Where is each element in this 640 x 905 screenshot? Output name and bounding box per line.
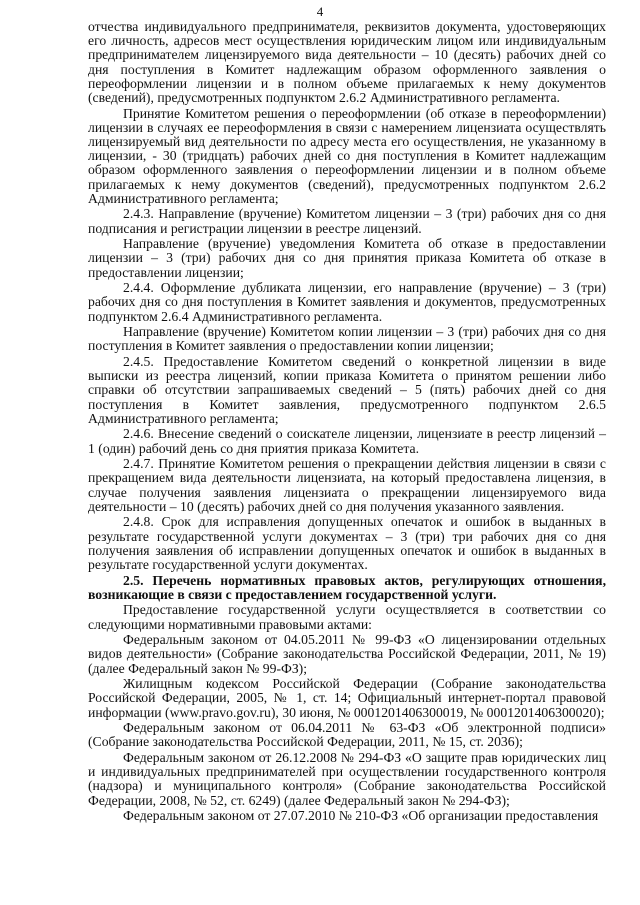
paragraph-16: Федеральным законом от 26.12.2008 № 294-ФЗ «О защите прав юридических лиц и индивидуальных предпринимателей при осуществлении государственного контроля (надзора) и муниципального контроля» (Собрание законодательства Российской Федерации, 2008, № 52, ст. 6249) (далее Федеральный закон № 294-ФЗ); bbox=[88, 750, 606, 808]
paragraph-8: 2.4.6. Внесение сведений о соискателе лицензии, лицензиате в реестр лицензий – 1 (один) рабочий день со дня приятия приказа Комитета. bbox=[88, 426, 606, 456]
paragraph-7: 2.4.5. Предоставление Комитетом сведений о конкретной лицензии в виде выписки из реестра лицензий, копии приказа Комитета о принятом решении либо справки об отсутствии запрашиваемых сведений – 5 (пять) рабочих дней со дня поступления в Комитет заявления, предусмотренного подпунктом 2.6.5 Административного регламента; bbox=[88, 354, 606, 426]
page-number: 4 bbox=[316, 4, 324, 19]
paragraph-10: 2.4.8. Срок для исправления допущенных опечаток и ошибок в выданных в результате государственной услуги документах – 3 (три) три рабочих дня со дня получения заявления об исправлении допущенных опечаток и ошибок в выданных в результате государственной услуги документах. bbox=[88, 514, 606, 573]
paragraph-9: 2.4.7. Принятие Комитетом решения о прекращении действия лицензии в связи с прекращением вида деятельности лицензиата, на который предоставлена лицензия, в случае получения заявления лицензиата о прекращении лицензируемого вида деятельности – 10 (десять) рабочих дней со дня получения указанного заявления. bbox=[88, 456, 606, 514]
paragraph-15: Федеральным законом от 06.04.2011 № 63-ФЗ «Об электронной подписи» (Собрание законодательства Российской Федерации, 2011, № 15, ст. 2036); bbox=[88, 720, 606, 750]
section-heading: 2.5. Перечень нормативных правовых актов, регулирующих отношения, возникающие в связи с предоставлением государственной услуги. bbox=[88, 572, 606, 602]
paragraph-6: Направление (вручение) Комитетом копии лицензии – 3 (три) рабочих дня со дня поступления в Комитет заявления о предоставлении копии лицензии; bbox=[88, 324, 606, 354]
paragraph-1: отчества индивидуального предпринимателя, реквизитов документа, удостоверяющих его личность, адресов мест осуществления юридическим лицом или индивидуальным предпринимателем лицензируемого вида деятельности – 10 (десять) рабочих дней со дня поступления в Комитет надлежащим образом оформленного заявления о переоформлении лицензии и в полном объеме прилагаемых к нему документов (сведений), предусмотренных подпунктом 2.6.2 Административного регламента. bbox=[88, 19, 606, 106]
paragraph-13: Федеральным законом от 04.05.2011 № 99-ФЗ «О лицензировании отдельных видов деятельности» (Собрание законодательства Российской Федерации, 2011, № 19) (далее Федеральный закон № 99-ФЗ); bbox=[88, 632, 606, 676]
paragraph-3: 2.4.3. Направление (вручение) Комитетом лицензии – 3 (три) рабочих дня со дня подписания и регистрации лицензии в реестре лицензий. bbox=[88, 206, 606, 236]
paragraph-17: Федеральным законом от 27.07.2010 № 210-ФЗ «Об организации предоставления bbox=[123, 808, 599, 824]
paragraph-14: Жилищным кодексом Российской Федерации (Собрание законодательства Российской Федерации, 2005, № 1, ст. 14; Официальный интернет-портал правовой информации (www.pravo.gov.ru), 30 июня, № 0001201406300019, № 0001201406300020); bbox=[88, 676, 606, 720]
paragraph-12: Предоставление государственной услуги осуществляется в соответствии со следующими нормативными правовыми актами: bbox=[88, 602, 606, 632]
paragraph-2: Принятие Комитетом решения о переоформлении (об отказе в переоформлении) лицензии в случаях ее переоформления в связи с намерением лицензиата осуществлять лицензируемый вид деятельности по адресу места его осуществления, не указанному в лицензии, - 30 (тридцать) рабочих дней со дня поступления в Комитет надлежащим образом оформленного заявления о переоформлении лицензии и в полном объеме прилагаемых к нему документов (сведений), предусмотренных подпунктом 2.6.2 Административного регламента; bbox=[88, 105, 606, 206]
paragraph-5: 2.4.4. Оформление дубликата лицензии, его направление (вручение) – 3 (три) рабочих дня со дня поступления в Комитет заявления и документов, предусмотренных подпунктом 2.6.4 Административного регламента. bbox=[88, 280, 606, 324]
paragraph-4: Направление (вручение) уведомления Комитета об отказе в предоставлении лицензии – 3 (три) рабочих дня со дня принятия приказа Комитета об отказе в предоставлении лицензии; bbox=[88, 236, 606, 280]
document-body bbox=[88, 20, 606, 825]
